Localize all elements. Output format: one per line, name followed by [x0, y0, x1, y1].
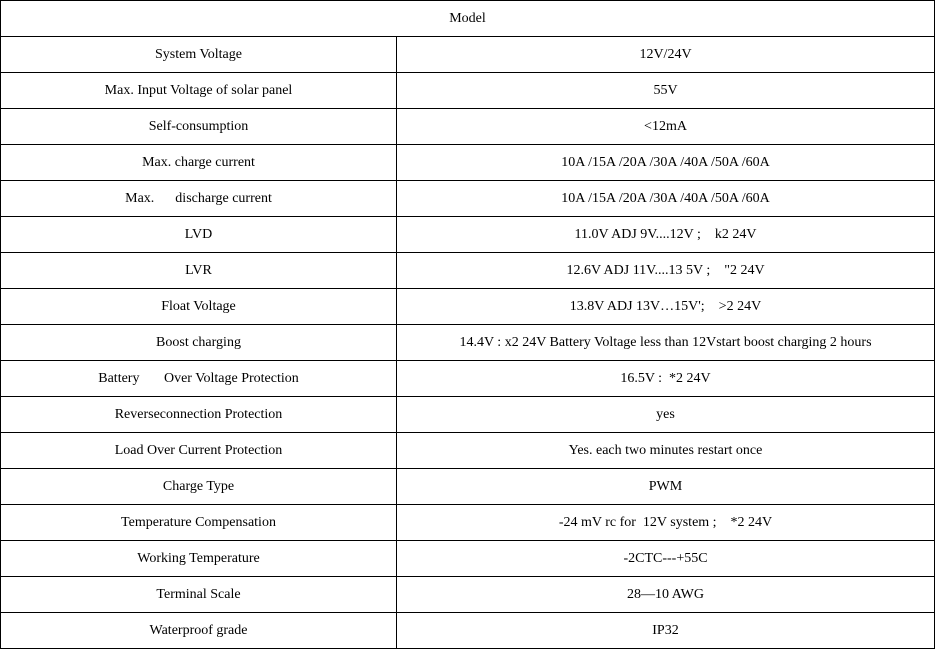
spec-label: System Voltage: [1, 37, 397, 73]
spec-value: 55V: [397, 73, 935, 109]
spec-label: Battery Over Voltage Protection: [1, 361, 397, 397]
table-row: [1, 253, 935, 289]
spec-label: Charge Type: [1, 469, 397, 505]
spec-value: -2CTC---+55C: [397, 541, 935, 577]
table-row: [1, 217, 935, 253]
spec-label: Load Over Current Protection: [1, 433, 397, 469]
table-row: [1, 145, 935, 181]
spec-value: yes: [397, 397, 935, 433]
spec-label: LVD: [1, 217, 397, 253]
spec-value: PWM: [397, 469, 935, 505]
spec-value: 28—10 AWG: [397, 577, 935, 613]
spec-value: IP32: [397, 613, 935, 649]
table-row: [1, 397, 935, 433]
spec-label: Max. Input Voltage of solar panel: [1, 73, 397, 109]
spec-label: Self-consumption: [1, 109, 397, 145]
table-row: [1, 577, 935, 613]
spec-label: Temperature Compensation: [1, 505, 397, 541]
spec-value: 13.8V ADJ 13V…15V'; >2 24V: [397, 289, 935, 325]
table-row: [1, 361, 935, 397]
table-row: [1, 109, 935, 145]
spec-value: 10A /15A /20A /30A /40A /50A /60A: [397, 145, 935, 181]
model-header: Model: [1, 1, 935, 37]
spec-label: LVR: [1, 253, 397, 289]
spec-label: Terminal Scale: [1, 577, 397, 613]
table-row: [1, 73, 935, 109]
table-row: [1, 505, 935, 541]
table-row: [1, 433, 935, 469]
spec-value: 10A /15A /20A /30A /40A /50A /60A: [397, 181, 935, 217]
table-row: [1, 613, 935, 649]
table-row: [1, 469, 935, 505]
spec-value: 12.6V ADJ 11V....13 5V ; "2 24V: [397, 253, 935, 289]
table-row: [1, 181, 935, 217]
spec-label: Reverseconnection Protection: [1, 397, 397, 433]
spec-label: Waterproof grade: [1, 613, 397, 649]
spec-value: 12V/24V: [397, 37, 935, 73]
spec-value: 16.5V : *2 24V: [397, 361, 935, 397]
table-header-row: [1, 1, 935, 37]
spec-value: Yes. each two minutes restart once: [397, 433, 935, 469]
table-row: [1, 289, 935, 325]
spec-label: Boost charging: [1, 325, 397, 361]
spec-value: 11.0V ADJ 9V....12V ; k2 24V: [397, 217, 935, 253]
table-row: [1, 37, 935, 73]
table-row: [1, 541, 935, 577]
spec-label: Float Voltage: [1, 289, 397, 325]
table-row: [1, 325, 935, 361]
spec-label: Max. discharge current: [1, 181, 397, 217]
spec-value: <12mA: [397, 109, 935, 145]
spec-value: -24 mV rc for 12V system ; *2 24V: [397, 505, 935, 541]
spec-value: 14.4V : x2 24V Battery Voltage less than 12Vstart boost charging 2 hours: [397, 325, 935, 361]
spec-label: Max. charge current: [1, 145, 397, 181]
spec-label: Working Temperature: [1, 541, 397, 577]
